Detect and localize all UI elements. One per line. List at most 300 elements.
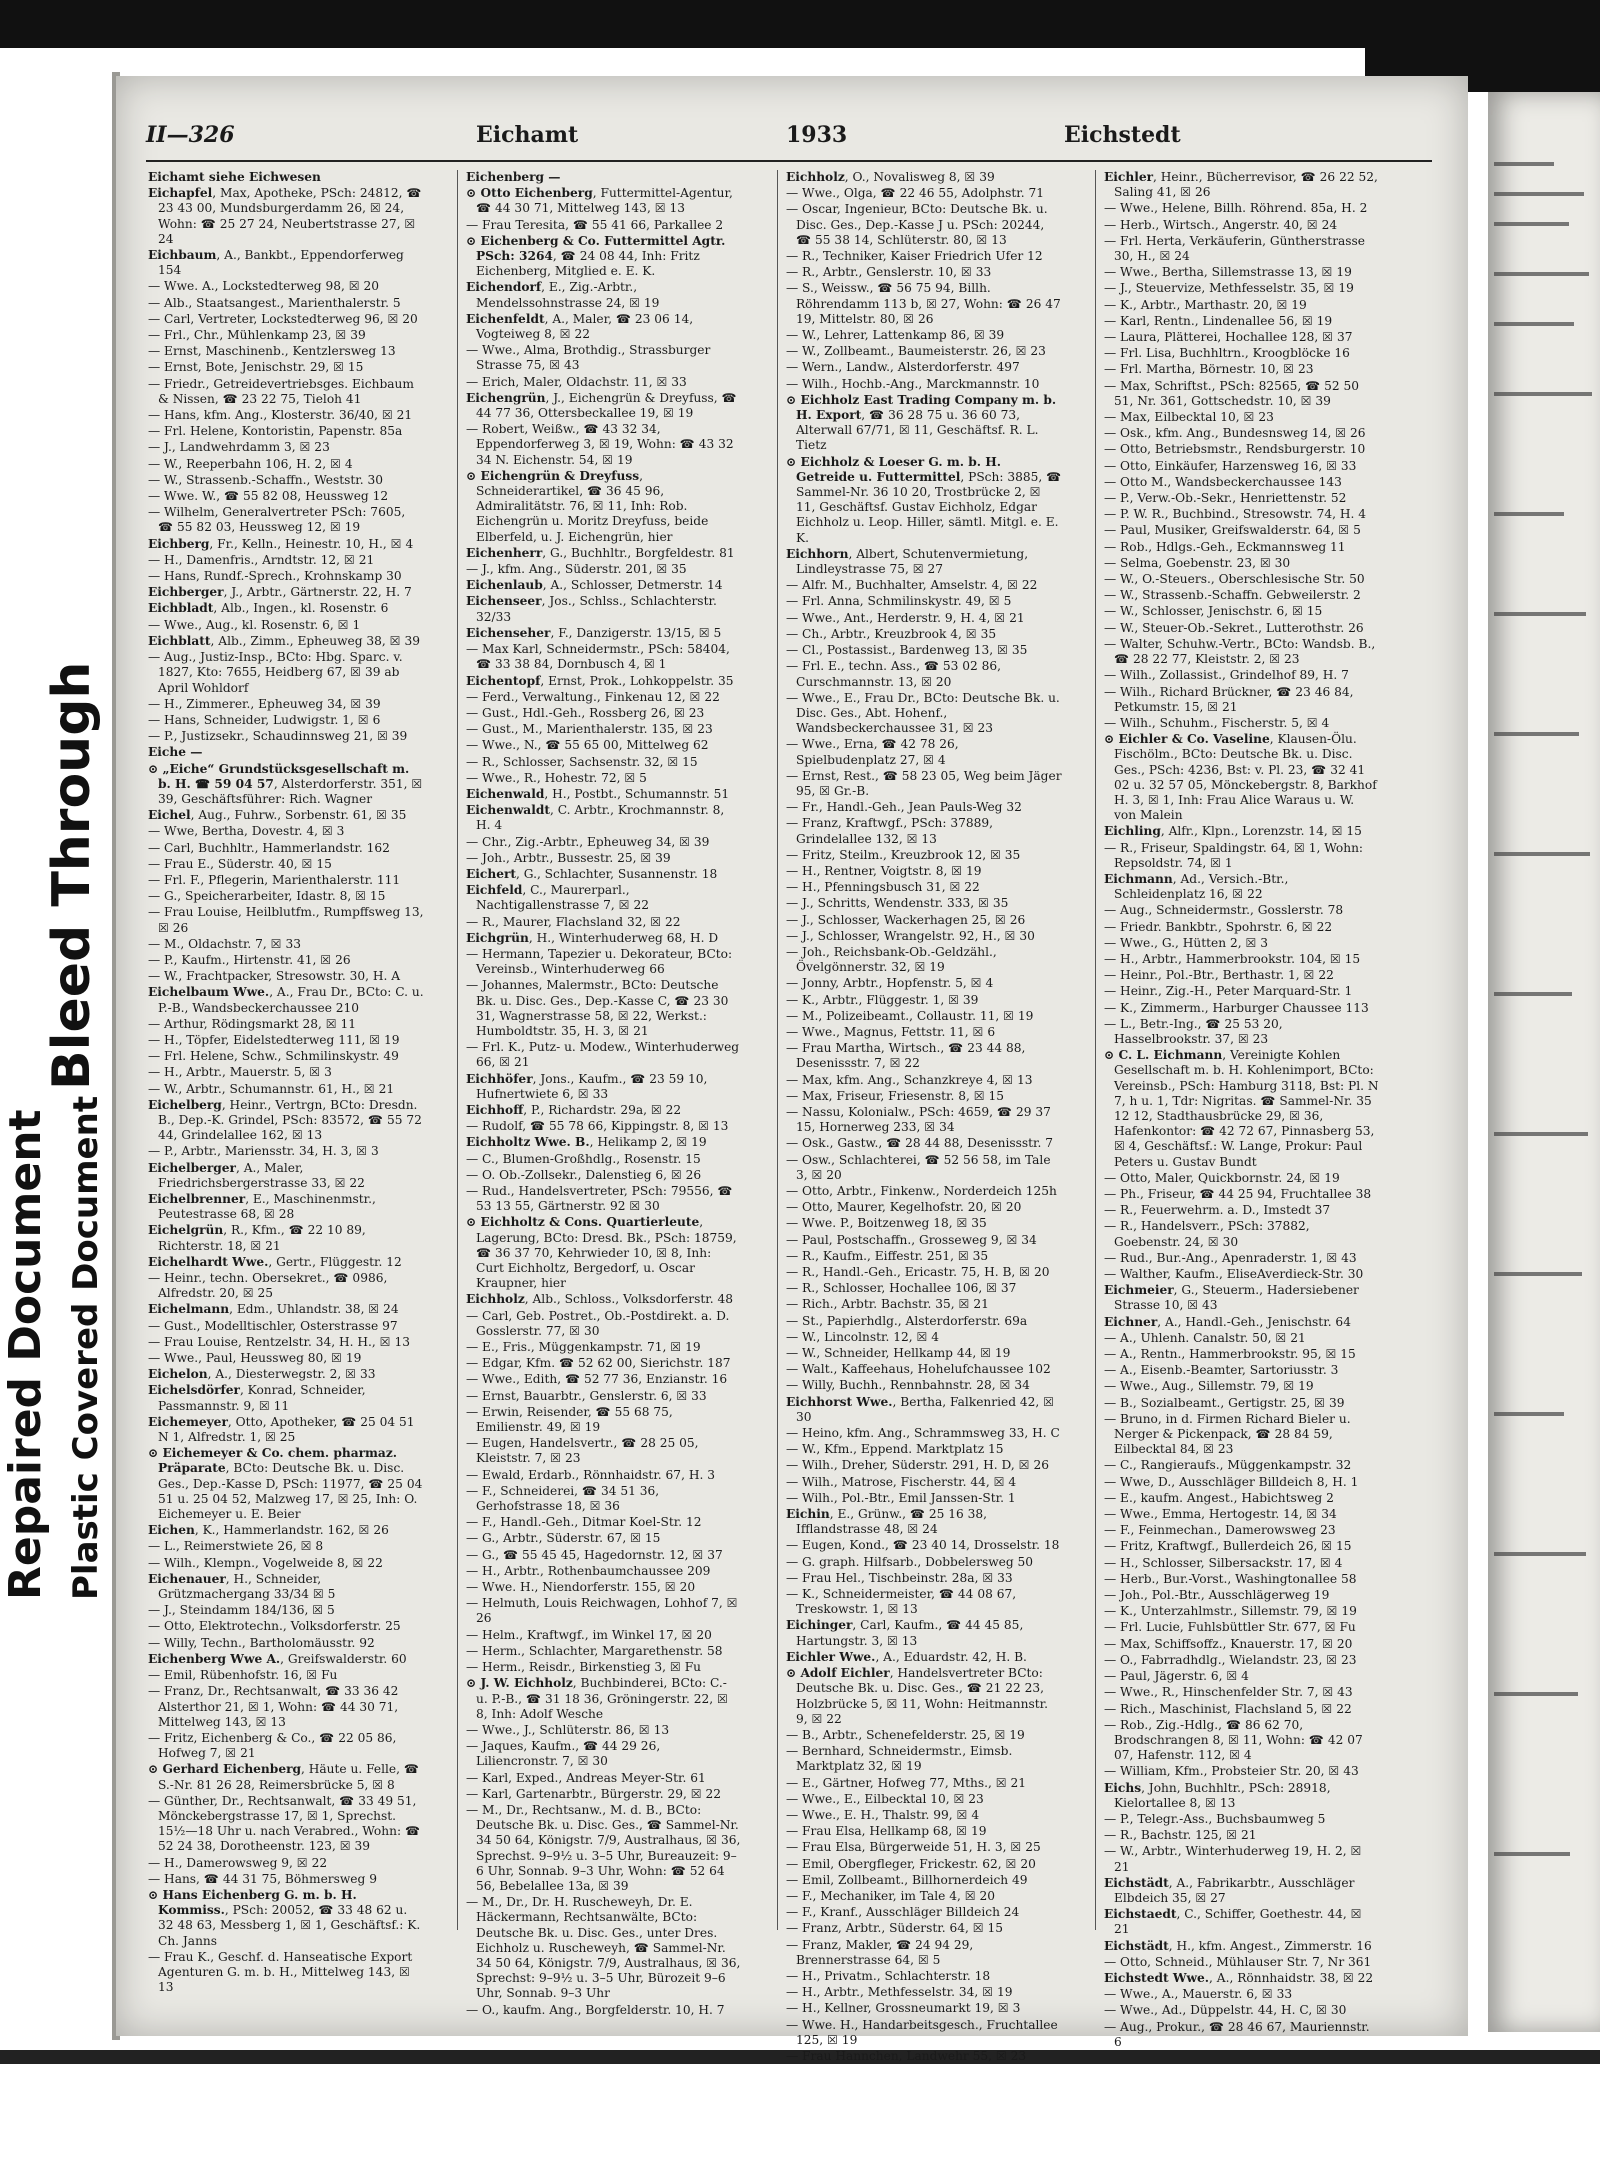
- directory-entry: Eichenseer, Jos., Schlss., Schlachterstr. 32/33: [466, 594, 717, 624]
- header-rule: [146, 160, 1432, 162]
- directory-entry: — P., Verw.-Ob.-Sekr., Henriettenstr. 52: [1104, 491, 1347, 506]
- directory-entry: — J., kfm. Ang., Süderstr. 201, ☒ 35: [466, 562, 687, 577]
- directory-entry: — Karl, Rentn., Lindenallee 56, ☒ 19: [1104, 313, 1333, 328]
- directory-column-1: [148, 170, 424, 1995]
- directory-entry: — H., Arbtr., Rothenbaumchaussee 209: [466, 1563, 711, 1578]
- directory-entry: Eichenherr, G., Buchhltr., Borgfeldestr. 81: [466, 545, 735, 560]
- directory-entry: Eichfeld, C., Maurerparl., Nachtigallenstrasse 7, ☒ 22: [466, 883, 649, 913]
- directory-entry: — K., Schneidermeister, ☎ 44 08 67, Treskowstr. 1, ☒ 13: [786, 1587, 1017, 1617]
- directory-entry: — W., Reeperbahn 106, H. 2, ☒ 4: [148, 456, 353, 471]
- directory-entry: — Joh., Arbtr., Bussestr. 25, ☒ 39: [466, 850, 671, 865]
- directory-entry: — Wwe., Helene, Billh. Röhrend. 85a, H. 2: [1104, 201, 1368, 216]
- directory-entry: Eichelbaum Wwe., A., Frau Dr., BCto: C. u. P.-B., Wandsbeckerchaussee 210: [148, 985, 424, 1015]
- directory-entry: — Walther, Kaufm., EliseAverdieck-Str. 30: [1104, 1267, 1364, 1282]
- directory-entry: Eichelberg, Heinr., Vertrgn, BCto: Dresdn. B., Dep.-K. Grindel, PSch: 83572, ☎ 55 72 44, Grindelallee 162, ☒ 13: [148, 1097, 422, 1143]
- directory-entry: Eichenwaldt, C. Arbtr., Krochmannstr. 8, H. 4: [466, 803, 725, 833]
- directory-entry: — Wilh., Richard Brückner, ☎ 23 46 84, Petkumstr. 15, ☒ 21: [1104, 684, 1354, 714]
- directory-entry: Eichenwald, H., Postbt., Schumannstr. 51: [466, 786, 730, 801]
- directory-entry: — Gust., Hdl.-Geh., Rossberg 26, ☒ 23: [466, 705, 705, 720]
- directory-entry: — Gust., Modelltischler, Osterstrasse 97: [148, 1318, 398, 1333]
- directory-entry: — P., Arbtr., Mariensstr. 34, H. 3, ☒ 3: [148, 1144, 379, 1159]
- directory-entry: Eichstädt, H., kfm. Angest., Zimmerstr. 16: [1104, 1938, 1372, 1953]
- directory-entry: — F., Kranf., Ausschläger Billdeich 24: [786, 1905, 1020, 1920]
- directory-entry: — J., Steuervize, Methfesselstr. 35, ☒ 19: [1104, 281, 1354, 296]
- directory-entry: — Erich, Maler, Oldachstr. 11, ☒ 33: [466, 374, 687, 389]
- directory-entry: Eichhöfer, Jons., Kaufm., ☎ 23 59 10, Hufnertwiete 6, ☒ 33: [466, 1071, 708, 1101]
- directory-entry: — M., Dr., Rechtsanw., M. d. B., BCto: Deutsche Bk. u. Disc. Ges., ☎ Sammel-Nr. 34 50 64, Königstr. 7/9, Australhaus, ☒ 36, Sprechst. 9–9½ u. 3–5 Uhr, Bureauzeit: 9–6 Uhr, Sonnab. 9–3 Uhr, Wohn: ☎ 52 64 56, Bebelallee 13a, ☒ 39: [466, 1802, 741, 1893]
- directory-entry: — R., Handl.-Geh., Ericastr. 75, H. B, ☒ 20: [786, 1265, 1050, 1280]
- directory-entry: — Frau Elsa, Bürgerweide 51, H. 3, ☒ 25: [786, 1840, 1041, 1855]
- directory-entry: — Rich., Arbtr. Bachstr. 35, ☒ 21: [786, 1297, 989, 1312]
- directory-entry: — Max, Friseur, Friesenstr. 8, ☒ 15: [786, 1088, 1005, 1103]
- directory-entry: — Wwe, Bertha, Dovestr. 4, ☒ 3: [148, 824, 345, 839]
- directory-entry: — Frl. Lisa, Buchhltrn., Kroogblöcke 16: [1104, 346, 1350, 361]
- directory-entry: — K., Arbtr., Flüggestr. 1, ☒ 39: [786, 992, 979, 1007]
- directory-entry: — Max, kfm. Ang., Schanzkreye 4, ☒ 13: [786, 1072, 1033, 1087]
- facing-page-fragment: [1488, 92, 1600, 2032]
- directory-entry: — Wwe., E. H., Thalstr. 99, ☒ 4: [786, 1807, 980, 1822]
- directory-entry: — K., Zimmerm., Harburger Chaussee 113: [1104, 1000, 1369, 1015]
- directory-entry: — Frau Hannchen, Landwehr 55, ☒ 23: [786, 2048, 1027, 2063]
- label-bleed-through: Bleed Through: [42, 661, 102, 1090]
- directory-entry: ⊙ Eichholz East Trading Company m. b. H. Export, ☎ 36 28 75 u. 36 60 73, Alterwall 67/71, ☒ 11, Geschäftsf. R. L. Tietz: [786, 392, 1057, 453]
- directory-entry: — Karl, Exped., Andreas Meyer-Str. 61: [466, 1770, 706, 1785]
- directory-entry: — Wwe. P., Boitzenweg 18, ☒ 35: [786, 1216, 987, 1231]
- directory-entry: — Wilh., Matrose, Fischerstr. 44, ☒ 4: [786, 1474, 1017, 1489]
- directory-entry: Eichelon, A., Diesterwegstr. 2, ☒ 33: [148, 1367, 376, 1382]
- directory-entry: — H., Zimmerer., Epheuweg 34, ☒ 39: [148, 696, 381, 711]
- directory-entry: — Franz, Arbtr., Süderstr. 64, ☒ 15: [786, 1921, 1004, 1936]
- directory-entry: — Otto, Elektrotechn., Volksdorferstr. 25: [148, 1619, 401, 1634]
- directory-entry: — Paul, Postschaffn., Grosseweg 9, ☒ 34: [786, 1232, 1037, 1247]
- directory-entry: — Joh., Pol.-Btr., Ausschlägerweg 19: [1104, 1588, 1330, 1603]
- directory-entry: — Willy, Techn., Bartholomäusstr. 92: [148, 1635, 375, 1650]
- directory-entry: — Hans, Schneider, Ludwigstr. 1, ☒ 6: [148, 712, 381, 727]
- directory-entry: — Wwe., Emma, Hertogestr. 14, ☒ 34: [1104, 1507, 1337, 1522]
- directory-entry: — W., Kfm., Eppend. Marktplatz 15: [786, 1442, 1004, 1457]
- directory-entry: — W., Frachtpacker, Stresowstr. 30, H. A: [148, 969, 401, 984]
- directory-entry: — Otto, Arbtr., Finkenw., Norderdeich 125h: [786, 1184, 1057, 1198]
- directory-entry: — Wwe. H., Handarbeitsgesch., Fruchtallee 125, ☒ 19: [786, 2017, 1058, 2047]
- directory-entry: — H., Arbtr., Hammerbrookstr. 104, ☒ 15: [1104, 951, 1361, 966]
- directory-column-2: [466, 170, 742, 2017]
- directory-entry: — Helm., Kraftwgf., im Winkel 17, ☒ 20: [466, 1627, 712, 1642]
- directory-entry: — Herm., Schlachter, Margarethenstr. 58: [466, 1643, 723, 1658]
- directory-entry: Eichin, E., Grünw., ☎ 25 16 38, Ifflandstrasse 48, ☒ 24: [786, 1507, 988, 1537]
- directory-entry: — Wwe., Aug., Sillemstr. 79, ☒ 19: [1104, 1379, 1314, 1394]
- directory-entry: — Nassu, Kolonialw., PSch: 4659, ☎ 29 37 15, Hornerweg 233, ☒ 34: [786, 1104, 1051, 1135]
- directory-entry: — Ernst, Bauarbtr., Genslerstr. 6, ☒ 33: [466, 1388, 707, 1403]
- directory-entry: — Wwe. W., ☎ 55 82 08, Heussweg 12: [148, 489, 389, 504]
- directory-entry: — Wern., Landw., Alsterdorferstr. 497: [786, 360, 1020, 375]
- directory-entry: — M., Oldachstr. 7, ☒ 33: [148, 936, 301, 951]
- directory-entry: — F., Feinmechan., Damerowsweg 23: [1104, 1523, 1336, 1538]
- directory-entry: — W., Schneider, Hellkamp 44, ☒ 19: [786, 1346, 1011, 1361]
- directory-entry: — J., Schlosser, Wrangelstr. 92, H., ☒ 30: [786, 928, 1035, 943]
- directory-entry: Eichengrün, J., Eichengrün & Dreyfuss, ☎ 44 77 36, Ottersbeckallee 19, ☒ 19: [466, 390, 737, 421]
- label-plastic-covered-document: Plastic Covered Document: [66, 1095, 106, 1600]
- directory-entry: — B., Arbtr., Schenefelderstr. 25, ☒ 19: [786, 1727, 1025, 1742]
- directory-entry: — H., Privatm., Schlachterstr. 18: [786, 1968, 991, 1983]
- directory-entry: ⊙ Hans Eichenberg G. m. b. H. Kommiss., PSch: 20052, ☎ 33 48 62 u. 32 48 63, Messberg 1, ☒ 1, Geschäftsf.: K. Ch. Janns: [148, 1887, 421, 1948]
- directory-entry: Eichenberg —: [466, 170, 561, 184]
- directory-entry: — Ferd., Verwaltung., Finkenau 12, ☒ 22: [466, 689, 720, 704]
- directory-entry: — A., Eisenb.-Beamter, Sartoriusstr. 3: [1104, 1363, 1339, 1378]
- directory-entry: — Frl. Anna, Schmilinskystr. 49, ☒ 5: [786, 594, 1012, 609]
- directory-entry: — J., Landwehrdamm 3, ☒ 23: [148, 440, 330, 455]
- directory-entry: — Herb., Wirtsch., Angerstr. 40, ☒ 24: [1104, 217, 1338, 232]
- directory-entry: — Friedr., Getreidevertriebsges. Eichbaum & Nissen, ☎ 23 22 75, Tieloh 41: [148, 376, 414, 406]
- directory-entry: — O., kaufm. Ang., Borgfelderstr. 10, H. 7: [466, 2002, 725, 2017]
- directory-entry: ⊙ Gerhard Eichenberg, Häute u. Felle, ☎ S.-Nr. 81 26 28, Reimersbrücke 5, ☒ 8: [148, 1762, 420, 1792]
- directory-entry: Eiche —: [148, 745, 203, 760]
- directory-entry: — Herb., Bur.-Vorst., Washingtonallee 58: [1104, 1571, 1357, 1586]
- directory-entry: ⊙ Eichenberg & Co. Futtermittel Agtr. PSch: 3264, ☎ 24 08 44, Inh: Fritz Eichenberg, Mitglied e. E. K.: [466, 233, 726, 279]
- directory-entry: Eichenlaub, A., Schlosser, Detmerstr. 14: [466, 578, 723, 593]
- directory-entry: — R., Schlosser, Sachsenstr. 32, ☒ 15: [466, 754, 698, 769]
- directory-entry: — Herm., Reisdr., Birkenstieg 3, ☒ Fu: [466, 1660, 702, 1675]
- directory-entry: — R., Arbtr., Genslerstr. 10, ☒ 33: [786, 265, 992, 280]
- directory-entry: — Frl., Chr., Mühlenkamp 23, ☒ 39: [148, 328, 366, 343]
- directory-entry: — Frl. Helene, Schw., Schmilinskystr. 49: [148, 1049, 399, 1064]
- directory-entry: — M., Dr., Dr. H. Ruscheweyh, Dr. E. Häckermann, Rechtsanwälte, BCto: Deutsche Bk. u. Disc. Ges., unter Dres. Eichholz u. Ruscheweyh, ☎ Sammel-Nr. 34 50 64, Königstr. 7/9, Australhaus, ☒ 36, Sprechst: 9–9½ u. 3–5 Uhr, Bürozeit 9–6 Uhr, Sonnab. 9–3 Uhr: [466, 1895, 741, 2001]
- directory-entry: — Franz, Makler, ☎ 24 94 29, Brennerstrasse 64, ☒ 5: [786, 1937, 974, 1967]
- directory-entry: — P., Kaufm., Hirtenstr. 41, ☒ 26: [148, 952, 351, 967]
- directory-entry: ⊙ Eichholz & Loeser G. m. b. H. Getreide u. Futtermittel, PSch: 3885, ☎ Sammel-Nr. 36 10 20, Trostbrücke 2, ☒ 11, Geschäftsf. Gustav Eichholz, Edgar Eichholz u. Leop. Hiller, sämtl. Mitgl. e. E. K.: [786, 454, 1062, 545]
- directory-entry: — W., Strassenb.-Schaffn. Gebweilerstr. 2: [1104, 588, 1361, 603]
- directory-entry: — R., Schlosser, Hochallee 106, ☒ 37: [786, 1281, 1017, 1296]
- scanner-top-edge: [0, 0, 1600, 48]
- directory-entry: — Rudolf, ☎ 55 78 66, Kippingstr. 8, ☒ 13: [466, 1119, 729, 1134]
- directory-entry: — E., kaufm. Angest., Habichtsweg 2: [1104, 1490, 1334, 1505]
- directory-entry: — Wwe., Edith, ☎ 52 77 36, Enzianstr. 16: [466, 1372, 728, 1387]
- directory-entry: — Rob., Hdlgs.-Geh., Eckmannsweg 11: [1104, 539, 1346, 554]
- directory-entry: Eichberg, Fr., Kelln., Heinestr. 10, H., ☒ 4: [148, 536, 414, 551]
- directory-entry: — Otto M., Wandsbeckerchaussee 143: [1104, 474, 1342, 489]
- directory-entry: — W., Arbtr., Schumannstr. 61, H., ☒ 21: [148, 1081, 395, 1096]
- directory-entry: — G., Arbtr., Süderstr. 67, ☒ 15: [466, 1531, 661, 1546]
- directory-entry: — Alb., Staatsangest., Marienthalerstr. 5: [148, 295, 401, 310]
- directory-entry: — Franz, Dr., Rechtsanwalt, ☎ 33 36 42 Alsterthor 21, ☒ 1, Wohn: ☎ 44 30 71, Mittelweg 143, ☒ 13: [148, 1684, 399, 1729]
- directory-entry: Eichinger, Carl, Kaufm., ☎ 44 45 85, Hartungstr. 3, ☒ 13: [786, 1618, 1024, 1648]
- directory-entry: — Wwe., Ant., Herderstr. 9, H. 4, ☒ 21: [786, 610, 1025, 625]
- directory-entry: — Otto, Einkäufer, Harzensweg 16, ☒ 33: [1104, 458, 1357, 473]
- directory-entry: — Carl, Vertreter, Lockstedterweg 96, ☒ 20: [148, 311, 418, 326]
- directory-entry: — Rud., Handelsvertreter, PSch: 79556, ☎ 53 13 55, Gärtnerstr. 92 ☒ 30: [466, 1184, 733, 1214]
- directory-entry: — Frl. E., techn. Ass., ☎ 53 02 86, Curschmannstr. 13, ☒ 20: [786, 659, 1002, 689]
- directory-entry: ⊙ C. L. Eichmann, Vereinigte Kohlen Gesellschaft m. b. H. Kohlenimport, BCto: Vereinsb., PSch: Hamburg 3118, Bst: Pl. N 7, h u. 1, Tdr: Nigritas. ☎ Sammel-Nr. 35 12 12, Stadthausbrücke 29, ☒ 36, Hafenkontor: ☎ 42 72 67, Pinnasberg 53, ☒ 4, Geschäftsf.: W. Lange, Prokur: Paul Peters u. Gustav Bundt: [1104, 1048, 1379, 1169]
- directory-entry: — Wwe., Olga, ☎ 22 46 55, Adolphstr. 71: [786, 186, 1045, 201]
- directory-entry: — H., Pfenningsbusch 31, ☒ 22: [786, 880, 980, 895]
- directory-entry: — H., Damerowsweg 9, ☒ 22: [148, 1855, 328, 1870]
- directory-entry: — J., Schritts, Wendenstr. 333, ☒ 35: [786, 896, 1009, 911]
- page-header: [146, 122, 1432, 158]
- directory-entry: — S., Weissw., ☎ 56 75 94, Billh. Röhrendamm 113 b, ☒ 27, Wohn: ☎ 26 47 19, Mittelstr. 80, ☒ 26: [786, 281, 1061, 326]
- directory-entry: — Walt., Kaffeehaus, Hohelufchaussee 102: [786, 1362, 1051, 1377]
- directory-entry: Eichholz, O., Novalisweg 8, ☒ 39: [786, 170, 995, 184]
- directory-entry: — J., Schlosser, Wackerhagen 25, ☒ 26: [786, 912, 1026, 927]
- directory-entry: — Wwe., Ad., Düppelstr. 44, H. C, ☒ 30: [1104, 2003, 1347, 2018]
- directory-entry: — W., Lehrer, Lattenkamp 86, ☒ 39: [786, 328, 1005, 343]
- directory-entry: — Frau Teresita, ☎ 55 41 66, Parkallee 2: [466, 217, 724, 232]
- directory-entry: Eichamt siehe Eichwesen: [148, 170, 321, 184]
- directory-entry: — L., Reimerstwiete 26, ☒ 8: [148, 1539, 324, 1554]
- directory-entry: — Frl. F., Pflegerin, Marienthalerstr. 111: [148, 872, 401, 887]
- directory-entry: — Wwe., E., Frau Dr., BCto: Deutsche Bk. u. Disc. Ges., Abt. Hohenf., Wandsbeckerchaussee 31, ☒ 23: [786, 690, 1060, 736]
- directory-entry: Eichenauer, H., Schneider, Grützmachergang 33/34 ☒ 5: [148, 1571, 336, 1602]
- directory-entry: — Bernhard, Schneidermstr., Eimsb. Marktplatz 32, ☒ 19: [786, 1744, 1013, 1774]
- directory-entry: Eichelmann, Edm., Uhlandstr. 38, ☒ 24: [148, 1302, 399, 1317]
- directory-entry: — Heinr., techn. Obersekret., ☎ 0986, Alfredstr. 20, ☒ 25: [148, 1271, 388, 1301]
- directory-entry: — Ernst, Rest., ☎ 58 23 05, Weg beim Jäger 95, ☒ Gr.-B.: [786, 768, 1062, 798]
- directory-entry: Eichelgrün, R., Kfm., ☎ 22 10 89, Richterstr. 18, ☒ 21: [148, 1223, 366, 1253]
- directory-entry: — Joh., Reichsbank-Ob.-Geldzähl., Övelgönnerstr. 32, ☒ 19: [786, 944, 997, 975]
- label-repaired-document: Repaired Document: [0, 1109, 51, 1600]
- directory-entry: — Heinr., Pol.-Btr., Berthastr. 1, ☒ 22: [1104, 968, 1334, 983]
- directory-entry: ⊙ Eichholtz & Cons. Quartierleute, Lagerung, BCto: Dresd. Bk., PSch: 18759, ☎ 36 37 70, Kehrwieder 10, ☒ 8, Inh: Curt Eichholtz, Bergedorf, u. Oscar Kraupner, hier: [466, 1215, 737, 1291]
- directory-entry: — Hans, kfm. Ang., Klosterstr. 36/40, ☒ 21: [148, 408, 413, 423]
- directory-entry: — Wwe., Bertha, Sillemstrasse 13, ☒ 19: [1104, 265, 1352, 280]
- directory-entry: — F., Schneiderei, ☎ 34 51 36, Gerhofstrasse 18, ☒ 36: [466, 1483, 660, 1514]
- directory-entry: — Frau Louise, Heilblutfm., Rumpffsweg 13, ☒ 26: [148, 905, 424, 935]
- directory-entry: Eichel, Aug., Fuhrw., Sorbenstr. 61, ☒ 35: [148, 808, 407, 823]
- directory-entry: — Fritz, Steilm., Kreuzbrook 12, ☒ 35: [786, 847, 1021, 862]
- directory-entry: — Otto, Betriebsmstr., Rendsburgerstr. 10: [1104, 442, 1366, 457]
- directory-entry: — Aug., Prokur., ☎ 28 46 67, Mauriennstr. 6: [1104, 2019, 1370, 2049]
- directory-entry: — Edgar, Kfm. ☎ 52 62 00, Sierichstr. 187: [466, 1356, 731, 1371]
- directory-entry: Eichelhardt Wwe., Gertr., Flüggestr. 12: [148, 1254, 402, 1269]
- directory-entry: Eichler Wwe., A., Eduardstr. 42, H. B.: [786, 1649, 1027, 1664]
- directory-entry: — F., Handl.-Geh., Ditmar Koel-Str. 12: [466, 1515, 702, 1530]
- directory-entry: Eichelbrenner, E., Maschinenmstr., Peutestrasse 68, ☒ 28: [148, 1192, 376, 1222]
- directory-entry: — C., Blumen-Großhdlg., Rosenstr. 15: [466, 1151, 701, 1166]
- directory-entry: — Arthur, Rödingsmarkt 28, ☒ 11: [148, 1016, 357, 1031]
- directory-entry: — Wwe., Paul, Heussweg 80, ☒ 19: [148, 1351, 362, 1366]
- directory-entry: — St., Papierhdlg., Alsterdorferstr. 69a: [786, 1313, 1028, 1328]
- column-divider: [457, 170, 458, 1930]
- directory-entry: Eichholtz Wwe. B., Helikamp 2, ☒ 19: [466, 1135, 707, 1150]
- directory-entry: — Eugen, Kond., ☎ 23 40 14, Drosselstr. 18: [786, 1538, 1060, 1553]
- directory-entry: — W., Steuer-Ob.-Sekret., Lutterothstr. 26: [1104, 620, 1364, 635]
- directory-entry: — Max, Schriftst., PSch: 82565, ☎ 52 50 51, Nr. 361, Gottschedstr. 10, ☒ 39: [1104, 378, 1360, 408]
- directory-entry: — Carl, Buchhltr., Hammerlandstr. 162: [148, 840, 390, 855]
- column-divider: [1095, 170, 1096, 1930]
- directory-entry: — Paul, Musiker, Greifswalderstr. 64, ☒ 5: [1104, 523, 1361, 538]
- directory-entry: Eichen, K., Hammerlandstr. 162, ☒ 26: [148, 1523, 389, 1538]
- directory-entry: — Wilhelm, Generalvertreter PSch: 7605, ☎ 55 82 03, Heussweg 12, ☒ 19: [148, 505, 406, 535]
- directory-entry: — Frau K., Geschf. d. Hanseatische Export Agenturen G. m. b. H., Mittelweg 143, ☒ 13: [148, 1949, 413, 1995]
- directory-entry: — Wwe., R., Hohestr. 72, ☒ 5: [466, 770, 647, 785]
- directory-entry: Eichmeier, G., Steuerm., Hadersiebener Strasse 10, ☒ 43: [1104, 1283, 1359, 1313]
- directory-entry: — W., Lincolnstr. 12, ☒ 4: [786, 1329, 940, 1344]
- directory-entry: — Ewald, Erdarb., Rönnhaidstr. 67, H. 3: [466, 1467, 715, 1482]
- directory-entry: Eichstaedt, C., Schiffer, Goethestr. 44, ☒ 21: [1104, 1907, 1362, 1937]
- directory-entry: — A., Uhlenh. Canalstr. 50, ☒ 21: [1104, 1330, 1306, 1345]
- directory-entry: Eichbaum, A., Bankbt., Eppendorferweg 154: [148, 248, 404, 278]
- directory-entry: — Wwe., E., Eilbecktal 10, ☒ 23: [786, 1791, 984, 1806]
- directory-entry: Eichner, A., Handl.-Geh., Jenischstr. 64: [1104, 1314, 1351, 1329]
- directory-entry: — G., Speicherarbeiter, Idastr. 8, ☒ 15: [148, 889, 386, 904]
- directory-entry: — Rob., Zig.-Hdlg., ☎ 86 62 70, Brodschrangen 8, ☒ 11, Wohn: ☎ 42 07 07, Hafenstr. 112, ☒ 4: [1104, 1717, 1363, 1763]
- directory-entry: — Wilh., Dreher, Süderstr. 291, H. D, ☒ 26: [786, 1458, 1049, 1473]
- directory-entry: — Otto, Maurer, Kegelhofstr. 20, ☒ 20: [786, 1200, 1022, 1215]
- directory-entry: — Eugen, Handelsvertr., ☎ 28 25 05, Kleiststr. 7, ☒ 23: [466, 1436, 699, 1466]
- directory-entry: — Emil, Obergfleger, Frickestr. 62, ☒ 20: [786, 1856, 1036, 1871]
- directory-entry: — Heinr., Zig.-H., Peter Marquard-Str. 1: [1104, 984, 1353, 999]
- directory-entry: — W., Zollbeamt., Baumeisterstr. 26, ☒ 23: [786, 344, 1046, 359]
- directory-entry: — Max, Eilbecktal 10, ☒ 23: [1104, 410, 1274, 425]
- directory-entry: Eichberger, J., Arbtr., Gärtnerstr. 22, H. 7: [148, 585, 412, 600]
- directory-entry: — Frl. Lucie, Fuhlsbüttler Str. 677, ☒ Fu: [1104, 1620, 1356, 1635]
- directory-entry: — E., Fris., Müggenkampstr. 71, ☒ 19: [466, 1340, 701, 1355]
- directory-entry: — H., Kellner, Grossneumarkt 19, ☒ 3: [786, 2001, 1021, 2016]
- directory-entry: Eichbladt, Alb., Ingen., kl. Rosenstr. 6: [148, 601, 389, 616]
- directory-entry: — Frau Elsa, Hellkamp 68, ☒ 19: [786, 1824, 987, 1839]
- directory-entry: — A., Rentn., Hammerbrookstr. 95, ☒ 15: [1104, 1347, 1356, 1362]
- directory-entry: — Wwe., Alma, Brothdig., Strassburger Strasse 75, ☒ 43: [466, 343, 711, 373]
- directory-entry: — Wwe. H., Niendorferstr. 155, ☒ 20: [466, 1580, 696, 1595]
- directory-entry: — G. graph. Hilfsarb., Dobbelersweg 50: [786, 1554, 1034, 1569]
- directory-entry: — Ernst, Bote, Jenischstr. 29, ☒ 15: [148, 360, 364, 375]
- directory-entry: — Helmuth, Louis Reichwagen, Lohhof 7, ☒ 26: [466, 1596, 738, 1626]
- directory-entry: — Bruno, in d. Firmen Richard Bieler u. Nerger & Pickenpack, ☎ 28 84 59, Eilbecktal 84, ☒ 23: [1104, 1411, 1351, 1457]
- directory-entry: Eichelsdörfer, Konrad, Schneider, Passmannstr. 9, ☒ 11: [148, 1383, 366, 1413]
- directory-entry: Eichling, Alfr., Klpn., Lorenzstr. 14, ☒ 15: [1104, 824, 1362, 839]
- directory-entry: — G., ☎ 55 45 45, Hagedornstr. 12, ☒ 37: [466, 1547, 723, 1562]
- directory-entry: — Osw., Schlachterei, ☎ 52 56 58, im Tale 3, ☒ 20: [786, 1152, 1051, 1182]
- directory-entry: ⊙ Eichengrün & Dreyfuss, Schneiderartikel, ☎ 36 45 96, Admiralitätstr. 76, ☒ 11, Inh: Rob. Eichengrün u. Moritz Dreyfuss, beide Elberfeld, u. J. Eichengrün, hier: [466, 468, 709, 544]
- directory-entry: — Frl. Helene, Kontoristin, Papenstr. 85a: [148, 424, 403, 439]
- directory-entry: ⊙ Otto Eichenberg, Futtermittel-Agentur, ☎ 44 30 71, Mittelweg 143, ☒ 13: [466, 186, 733, 216]
- directory-entry: — F., Mechaniker, im Tale 4, ☒ 20: [786, 1888, 996, 1903]
- directory-entry: — Wilh., Schuhm., Fischerstr. 5, ☒ 4: [1104, 715, 1330, 730]
- directory-entry: Eichelberger, A., Maler, Friedrichsbergerstrasse 33, ☒ 22: [148, 1160, 365, 1190]
- directory-entry: — Wwe., Magnus, Fettstr. 11, ☒ 6: [786, 1024, 996, 1039]
- directory-entry: — Johannes, Malermstr., BCto: Deutsche Bk. u. Disc. Ges., Dep.-Kasse C, ☎ 23 30 31, Wagnerstrasse 58, ☒ 22, Werkst.: Humboldtstr. 35, H. 3, ☒ 21: [466, 978, 729, 1038]
- directory-entry: — Robert, Weißw., ☎ 43 32 34, Eppendorferweg 3, ☒ 19, Wohn: ☎ 43 32 34 N. Eichenstr. 54, ☒ 19: [466, 422, 734, 467]
- directory-entry: — Jonny, Arbtr., Hopfenstr. 5, ☒ 4: [786, 976, 994, 991]
- directory-entry: ⊙ J. W. Eichholz, Buchbinderei, BCto: C.- u. P.-B., ☎ 31 18 36, Gröningerstr. 22, ☒ 8, Inh: Adolf Wesche: [466, 1676, 728, 1721]
- directory-entry: Eichblatt, Alb., Zimm., Epheuweg 38, ☒ 39: [148, 633, 420, 648]
- directory-entry: — Wwe. A., Lockstedterweg 98, ☒ 20: [148, 279, 380, 294]
- directory-entry: — Frl. K., Putz- u. Modew., Winterhuderweg 66, ☒ 21: [466, 1040, 740, 1070]
- directory-entry: ⊙ „Eiche“ Grundstücksgesellschaft m. b. H. ☎ 59 04 57, Alsterdorferstr. 351, ☒ 39, Geschäftsführer: Rich. Wagner: [148, 761, 423, 806]
- directory-entry: — Wwe, D., Ausschläger Billdeich 8, H. 1: [1104, 1474, 1359, 1489]
- directory-entry: — W., Strassenb.-Schaffn., Weststr. 30: [148, 472, 383, 487]
- directory-entry: — Frau E., Süderstr. 40, ☒ 15: [148, 856, 332, 871]
- directory-entry: Eichert, G., Schlachter, Susannenstr. 18: [466, 866, 718, 881]
- directory-entry: — Ph., Friseur, ☎ 44 25 94, Fruchtallee 38: [1104, 1187, 1372, 1201]
- directory-entry: — Friedr. Bankbtr., Spohrstr. 6, ☒ 22: [1104, 919, 1333, 934]
- directory-entry: Eichhorst Wwe., Bertha, Falkenried 42, ☒ 30: [786, 1394, 1055, 1424]
- directory-entry: — R., Bachstr. 125, ☒ 21: [1104, 1828, 1257, 1843]
- directory-entry: — H., Arbtr., Methfesselstr. 34, ☒ 19: [786, 1985, 1013, 2000]
- directory-entry: — Wwe., Aug., kl. Rosenstr. 6, ☒ 1: [148, 617, 361, 632]
- directory-entry: — Wwe., G., Hütten 2, ☒ 3: [1104, 935, 1269, 950]
- directory-entry: — Ch., Arbtr., Kreuzbrook 4, ☒ 35: [786, 626, 997, 641]
- directory-entry: — R., Techniker, Kaiser Friedrich Ufer 12: [786, 249, 1043, 264]
- directory-entry: — Günther, Dr., Rechtsanwalt, ☎ 33 49 51, Mönckebergstrasse 17, ☒ 1, Sprechst. 15½—18 Uhr u. nach Verabred., Wohn: ☎ 52 24 38, Dorotheenstr. 123, ☒ 39: [148, 1793, 421, 1854]
- directory-entry: — R., Handelsverr., PSch: 37882, Goebenstr. 24, ☒ 30: [1104, 1219, 1310, 1249]
- directory-entry: — Otto, Maler, Quickbornstr. 24, ☒ 19: [1104, 1170, 1340, 1185]
- directory-entry: — W., Arbtr., Winterhuderweg 19, H. 2, ☒ 21: [1104, 1844, 1362, 1874]
- directory-entry: Eichapfel, Max, Apotheke, PSch: 24812, ☎ 23 43 00, Mundsburgerdamm 26, ☒ 24, Wohn: ☎ 25 27 24, Neubertstrasse 27, ☒ 24: [148, 186, 422, 246]
- directory-entry: — Carl, Geb. Postret., Ob.-Postdirekt. a. D. Gosslerstr. 77, ☒ 30: [466, 1308, 730, 1338]
- directory-entry: — P., Justizsekr., Schaudinnsweg 21, ☒ 39: [148, 729, 408, 744]
- directory-entry: — Osk., kfm. Ang., Bundesnsweg 14, ☒ 26: [1104, 426, 1366, 441]
- directory-entry: — K., Arbtr., Marthastr. 20, ☒ 19: [1104, 297, 1307, 312]
- directory-entry: Eichhorn, Albert, Schutenvermietung, Lindleystrasse 75, ☒ 27: [786, 546, 1029, 577]
- directory-entry: — Chr., Zig.-Arbtr., Epheuweg 34, ☒ 39: [466, 834, 710, 849]
- directory-entry: — J., Steindamm 184/136, ☒ 5: [148, 1603, 335, 1618]
- directory-entry: Eichenberg Wwe A., Greifswalderstr. 60: [148, 1651, 407, 1666]
- directory-entry: — Walter, Schuhw.-Vertr., BCto: Wandsb. B., ☎ 28 22 77, Kleiststr. 2, ☒ 23: [1104, 636, 1376, 667]
- page-number: II—326: [146, 122, 235, 148]
- directory-entry: — Aug., Schneidermstr., Gosslerstr. 78: [1104, 903, 1344, 918]
- directory-entry: — Paul, Jägerstr. 6, ☒ 4: [1104, 1669, 1249, 1684]
- directory-entry: — Wwe., Erna, ☎ 42 78 26, Spielbudenplatz 27, ☒ 4: [786, 737, 959, 767]
- directory-entry: — Gust., M., Marienthalerstr. 135, ☒ 23: [466, 722, 713, 737]
- directory-column-4: [1104, 170, 1380, 2049]
- directory-entry: — Oscar, Ingenieur, BCto: Deutsche Bk. u. Disc. Ges., Dep.-Kasse J u. PSch: 20244, ☎ 55 38 14, Schlüterstr. 80, ☒ 13: [786, 202, 1048, 247]
- directory-entry: — C., Rangieraufs., Müggenkampstr. 32: [1104, 1458, 1352, 1473]
- directory-entry: — Frau Louise, Rentzelstr. 34, H. H., ☒ 13: [148, 1334, 410, 1349]
- directory-entry: — H., Damenfris., Arndtstr. 12, ☒ 21: [148, 552, 375, 567]
- directory-entry: — Wilh., Hochb.-Ang., Marckmannstr. 10: [786, 376, 1040, 391]
- directory-entry: — Wwe., N., ☎ 55 65 00, Mittelweg 62: [466, 738, 709, 753]
- directory-entry: — Erwin, Reisender, ☎ 55 68 75, Emilienstr. 49, ☒ 19: [466, 1404, 673, 1435]
- directory-entry: — Wilh., Pol.-Btr., Emil Janssen-Str. 1: [786, 1490, 1016, 1505]
- directory-entry: — Wwe., J., Schlüterstr. 86, ☒ 13: [466, 1722, 670, 1737]
- directory-entry: — H., Arbtr., Mauerstr. 5, ☒ 3: [148, 1065, 332, 1080]
- directory-entry: — R., Maurer, Flachsland 32, ☒ 22: [466, 914, 681, 929]
- directory-entry: — Fritz, Kraftwgf., Bullerdeich 26, ☒ 15: [1104, 1539, 1352, 1554]
- directory-entry: — Frau Martha, Wirtsch., ☎ 23 44 88, Desenissstr. 7, ☒ 22: [786, 1041, 1026, 1071]
- directory-entry: — Alfr. M., Buchhalter, Amselstr. 4, ☒ 22: [786, 578, 1038, 593]
- directory-entry: — Frau Hel., Tischbeinstr. 28a, ☒ 33: [786, 1570, 1013, 1585]
- directory-entry: — L., Betr.-Ing., ☎ 25 53 20, Hasselbrookstr. 37, ☒ 23: [1104, 1016, 1283, 1046]
- directory-entry: — Max Karl, Schneidermstr., PSch: 58404, ☎ 33 38 84, Dornbusch 4, ☒ 1: [466, 642, 730, 672]
- right-guide-word: Eichstedt: [1064, 122, 1181, 148]
- directory-entry: Eichhoff, P., Richardstr. 29a, ☒ 22: [466, 1102, 682, 1117]
- directory-entry: Eichholz, Alb., Schloss., Volksdorferstr. 48: [466, 1292, 733, 1307]
- directory-entry: — O. Ob.-Zollsekr., Dalenstieg 6, ☒ 26: [466, 1167, 702, 1182]
- directory-entry: — Max, Schiffsoffz., Knauerstr. 17, ☒ 20: [1104, 1636, 1353, 1651]
- directory-entry: Eichstedt Wwe., A., Rönnhaidstr. 38, ☒ 22: [1104, 1970, 1374, 1985]
- directory-entry: — H., Rentner, Voigtstr. 8, ☒ 19: [786, 863, 982, 878]
- directory-entry: — Fr., Handl.-Geh., Jean Pauls-Weg 32: [786, 800, 1022, 815]
- directory-entry: — P., Telegr.-Ass., Buchsbaumweg 5: [1104, 1811, 1326, 1826]
- directory-entry: Eichs, John, Buchhltr., PSch: 28918, Kielortallee 8, ☒ 13: [1104, 1780, 1331, 1810]
- directory-entry: — Rud., Bur.-Ang., Apenraderstr. 1, ☒ 43: [1104, 1250, 1357, 1265]
- directory-entry: — Wwe., A., Mauerstr. 6, ☒ 33: [1104, 1987, 1293, 2002]
- directory-entry: — Karl, Gartenarbtr., Bürgerstr. 29, ☒ 22: [466, 1786, 722, 1801]
- directory-entry: — Franz, Kraftwgf., PSch: 37889, Grindelallee 132, ☒ 13: [786, 816, 994, 846]
- directory-entry: — W., O.-Steuers., Oberschlesische Str. 50: [1104, 572, 1365, 587]
- directory-entry: — Frl. Herta, Verkäuferin, Güntherstrasse 30, H., ☒ 24: [1104, 233, 1366, 264]
- directory-entry: Eichmann, Ad., Versich.-Btr., Schleidenplatz 16, ☒ 22: [1104, 871, 1289, 902]
- directory-entry: Eichgrün, H., Winterhuderweg 68, H. D: [466, 930, 719, 945]
- directory-entry: — W., Schlosser, Jenischstr. 6, ☒ 15: [1104, 604, 1323, 619]
- directory-entry: — Hermann, Tapezier u. Dekorateur, BCto: Vereinsb., Winterhuderweg 66: [466, 946, 733, 977]
- directory-entry: — R., Feuerwehrm. a. D., Imstedt 37: [1104, 1203, 1331, 1218]
- directory-entry: — R., Friseur, Spaldingstr. 64, ☒ 1, Wohn: Repsoldstr. 74, ☒ 1: [1104, 840, 1364, 870]
- directory-entry: — O., Fabrradhdlg., Wielandstr. 23, ☒ 23: [1104, 1652, 1357, 1667]
- directory-entry: — Osk., Gastw., ☎ 28 44 88, Desenissstr. 7: [786, 1136, 1053, 1151]
- directory-entry: Eichentopf, Ernst, Prok., Lohkoppelstr. 35: [466, 673, 734, 688]
- directory-year: 1933: [786, 122, 848, 148]
- directory-entry: Eichler, Heinr., Bücherrevisor, ☎ 26 22 52, Saling 41, ☒ 26: [1104, 170, 1378, 200]
